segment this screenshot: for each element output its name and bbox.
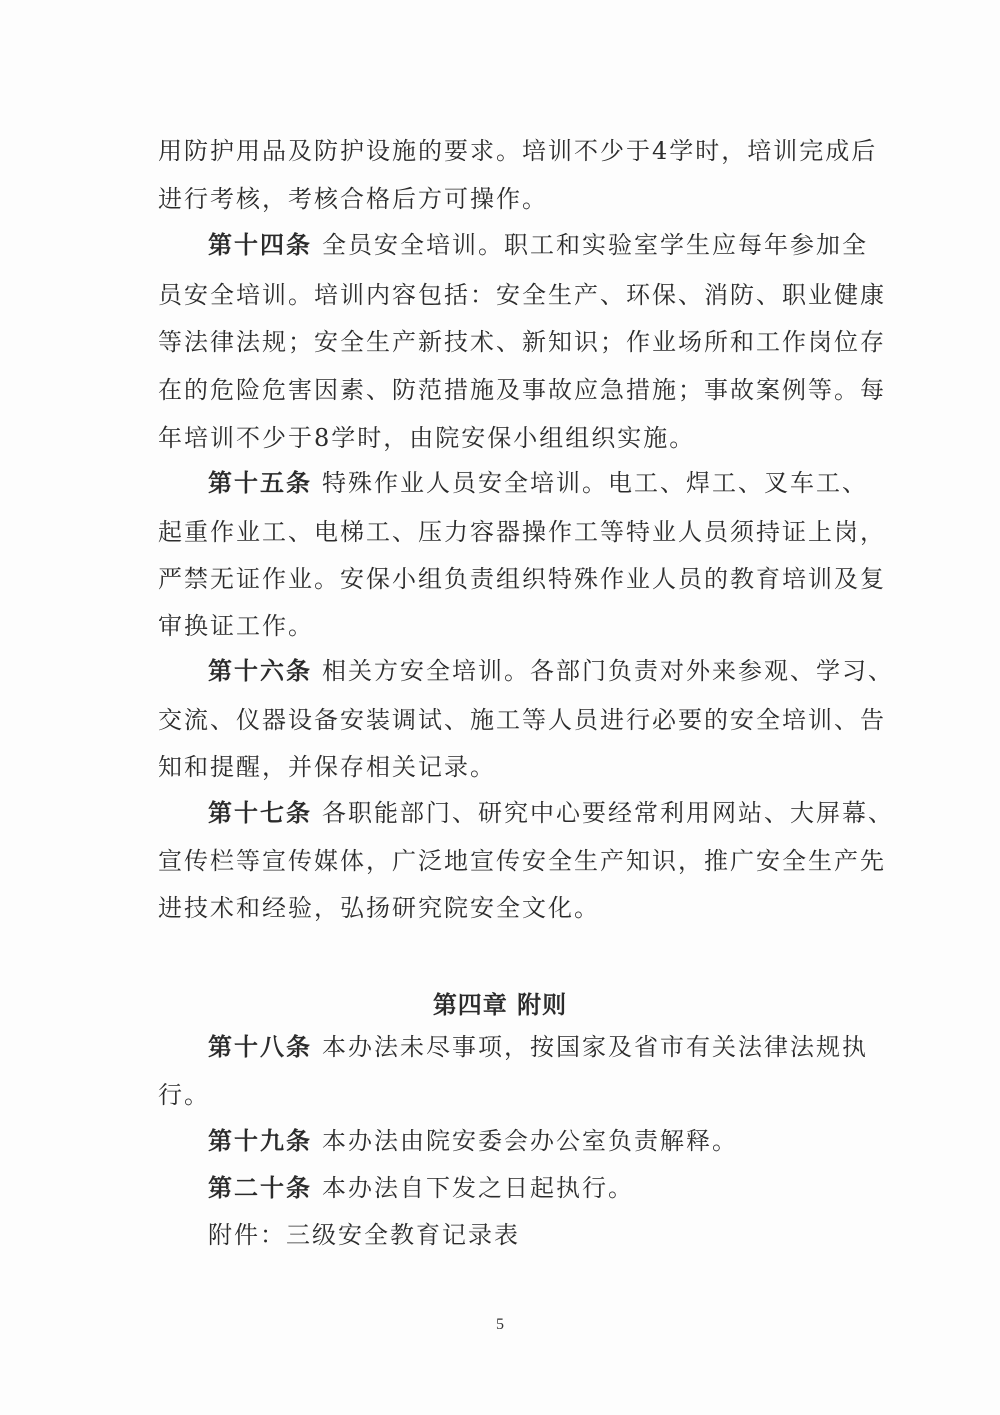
paragraph-line: 本办法由院安委会办公室负责解释。	[322, 1127, 738, 1155]
paragraph-line: 进技术和经验，弘扬研究院安全文化。	[158, 894, 600, 922]
paragraph-line: 严禁无证作业。安保小组负责组织特殊作业人员的教育培训及复	[158, 565, 886, 593]
chapter-heading: 第四章 附则	[432, 991, 568, 1019]
attachment-line: 附件：三级安全教育记录表	[208, 1221, 520, 1249]
paragraph-line: 年培训不少于8学时，由院安保小组组织实施。	[158, 424, 696, 452]
article-17	[208, 798, 894, 828]
paragraph-line: 全员安全培训。职工和实验室学生应每年参加全	[322, 231, 868, 259]
paragraph-line: 用防护用品及防护设施的要求。培训不少于4学时，培训完成后	[158, 137, 878, 165]
paragraph-line: 审换证工作。	[158, 612, 314, 640]
article-14	[208, 230, 868, 260]
paragraph-line: 本办法未尽事项，按国家及省市有关法律法规执	[322, 1033, 868, 1061]
paragraph-line: 交流、仪器设备安装调试、施工等人员进行必要的安全培训、告	[158, 706, 886, 734]
article-16	[208, 656, 894, 686]
paragraph-line: 各职能部门、研究中心要经常利用网站、大屏幕、	[322, 799, 894, 827]
paragraph-line: 行。	[158, 1081, 210, 1109]
article-label: 第十七条	[208, 799, 312, 827]
paragraph-line: 起重作业工、电梯工、压力容器操作工等特业人员须持证上岗，	[158, 518, 886, 546]
article-18	[208, 1032, 868, 1062]
article-19	[208, 1126, 738, 1156]
article-15	[208, 468, 868, 498]
paragraph-line: 宣传栏等宣传媒体，广泛地宣传安全生产知识，推广安全生产先	[158, 847, 886, 875]
page-number: 5	[496, 1316, 504, 1333]
article-label: 第十六条	[208, 657, 312, 685]
article-label: 第二十条	[208, 1174, 312, 1202]
paragraph-line: 相关方安全培训。各部门负责对外来参观、学习、	[322, 657, 894, 685]
article-label: 第十九条	[208, 1127, 312, 1155]
paragraph-line: 在的危险危害因素、防范措施及事故应急措施；事故案例等。每	[158, 376, 886, 404]
paragraph-line: 进行考核，考核合格后方可操作。	[158, 185, 548, 213]
paragraph-line: 本办法自下发之日起执行。	[322, 1174, 634, 1202]
paragraph-line: 知和提醒，并保存相关记录。	[158, 753, 496, 781]
paragraph-line: 员安全培训。培训内容包括：安全生产、环保、消防、职业健康	[158, 281, 886, 309]
article-20	[208, 1173, 634, 1203]
paragraph-line: 特殊作业人员安全培训。电工、焊工、叉车工、	[322, 469, 868, 497]
article-label: 第十四条	[208, 231, 312, 259]
article-label: 第十五条	[208, 469, 312, 497]
article-label: 第十八条	[208, 1033, 312, 1061]
paragraph-line: 等法律法规；安全生产新技术、新知识；作业场所和工作岗位存	[158, 328, 886, 356]
